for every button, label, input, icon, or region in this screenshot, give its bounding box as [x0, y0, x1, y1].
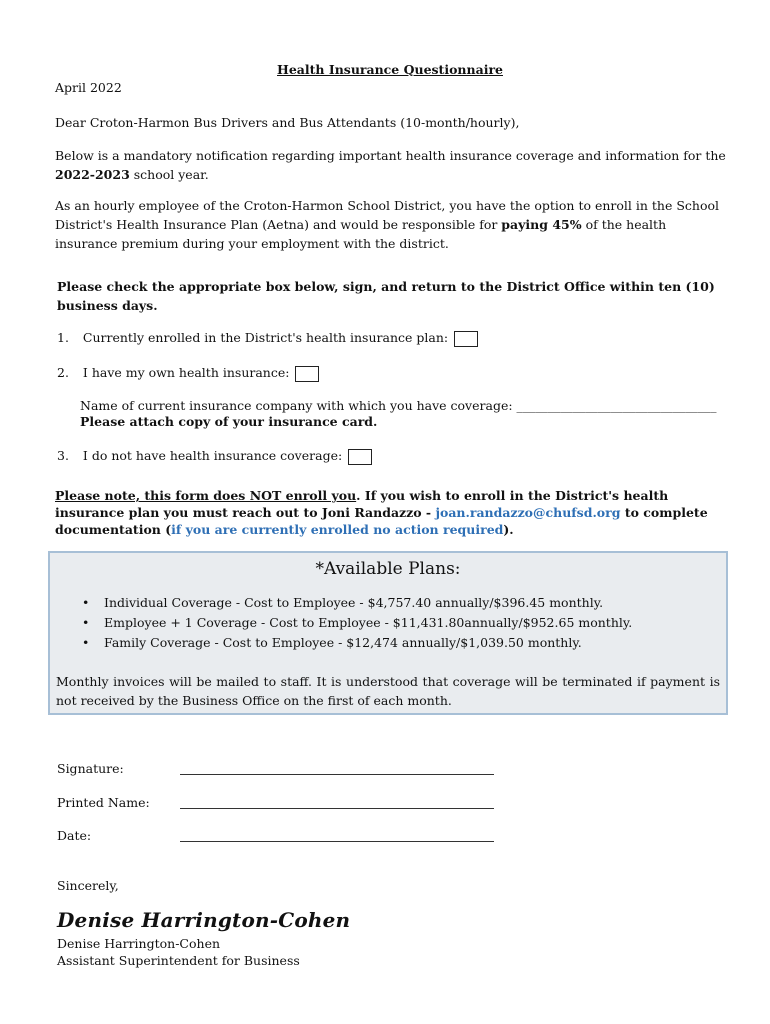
- checkbox-own-insurance[interactable]: [295, 366, 319, 382]
- notice-paragraph: Below is a mandatory notification regarding important health insurance coverage and information for the 2022-2023 school year.: [55, 148, 726, 182]
- list-item: • Employee + 1 Coverage - Cost to Employee - $11,431.80annually/$952.65 monthly.: [82, 615, 633, 630]
- signer-title: Assistant Superintendent for Business: [57, 953, 300, 968]
- invoice-text: Monthly invoices will be mailed to staff. It is understood that coverage will be terminated if payment is not received by the Business Office on the first of each month.: [56, 674, 720, 708]
- item-label: I do not have health insurance coverage:: [82, 448, 343, 463]
- attach-copy-text: Please attach copy of your insurance card.: [80, 414, 378, 429]
- item-number: 3.: [57, 448, 69, 463]
- checkbox-no-insurance[interactable]: [348, 449, 372, 465]
- date-field[interactable]: [180, 841, 494, 842]
- date-label: Date:: [57, 828, 92, 843]
- signature-field[interactable]: [180, 774, 494, 775]
- item-number: 2.: [57, 365, 69, 380]
- printed-name-label: Printed Name:: [57, 795, 150, 810]
- option-paragraph: As an hourly employee of the Croton-Harmon School District, you have the option to enroll in the School District's Health Insurance Plan (Aetna) and would be responsible for paying 45% of the health insurance premium during your employment with the district.: [55, 198, 720, 251]
- item-2: [57, 363, 319, 382]
- document-title: Health Insurance Questionnaire: [277, 62, 503, 77]
- enrollment-note: Please note, this form does NOT enroll you. If you wish to enroll in the District's health insurance plan you must reach out to Joni Randazzo - joan.randazzo@chufsd.org to complete documentation (if you are currently enrolled no action required).: [55, 488, 708, 537]
- available-plans-box: [48, 551, 728, 715]
- item-label: I have my own health insurance:: [82, 365, 290, 380]
- checkbox-enrolled[interactable]: [454, 331, 478, 347]
- signature-label: Signature:: [57, 761, 124, 776]
- email-link[interactable]: joan.randazzo@chufsd.org: [435, 505, 621, 520]
- item-label: Currently enrolled in the District's health insurance plan:: [82, 330, 449, 345]
- printed-name-field[interactable]: [180, 808, 494, 809]
- item-3: [57, 446, 372, 465]
- current-company-line[interactable]: Name of current insurance company with which you have coverage: ________________________________: [80, 398, 717, 413]
- salutation: Dear Croton-Harmon Bus Drivers and Bus Attendants (10-month/hourly),: [55, 115, 520, 130]
- item-number: 1.: [57, 330, 69, 345]
- closing: Sincerely,: [57, 878, 119, 893]
- signer-name: Denise Harrington-Cohen: [57, 936, 221, 951]
- plans-list: [82, 593, 633, 653]
- list-item: • Individual Coverage - Cost to Employee - $4,757.40 annually/$396.45 monthly.: [82, 595, 604, 610]
- item-1: [57, 328, 478, 347]
- handwritten-signature: Denise Harrington-Cohen: [57, 908, 351, 932]
- plans-heading: *Available Plans:: [315, 559, 461, 579]
- list-item: • Family Coverage - Cost to Employee - $12,474 annually/$1,039.50 monthly.: [82, 635, 582, 650]
- instruction-text: Please check the appropriate box below, sign, and return to the District Office within ten (10) business days.: [57, 279, 715, 313]
- letter-date: April 2022: [55, 80, 122, 95]
